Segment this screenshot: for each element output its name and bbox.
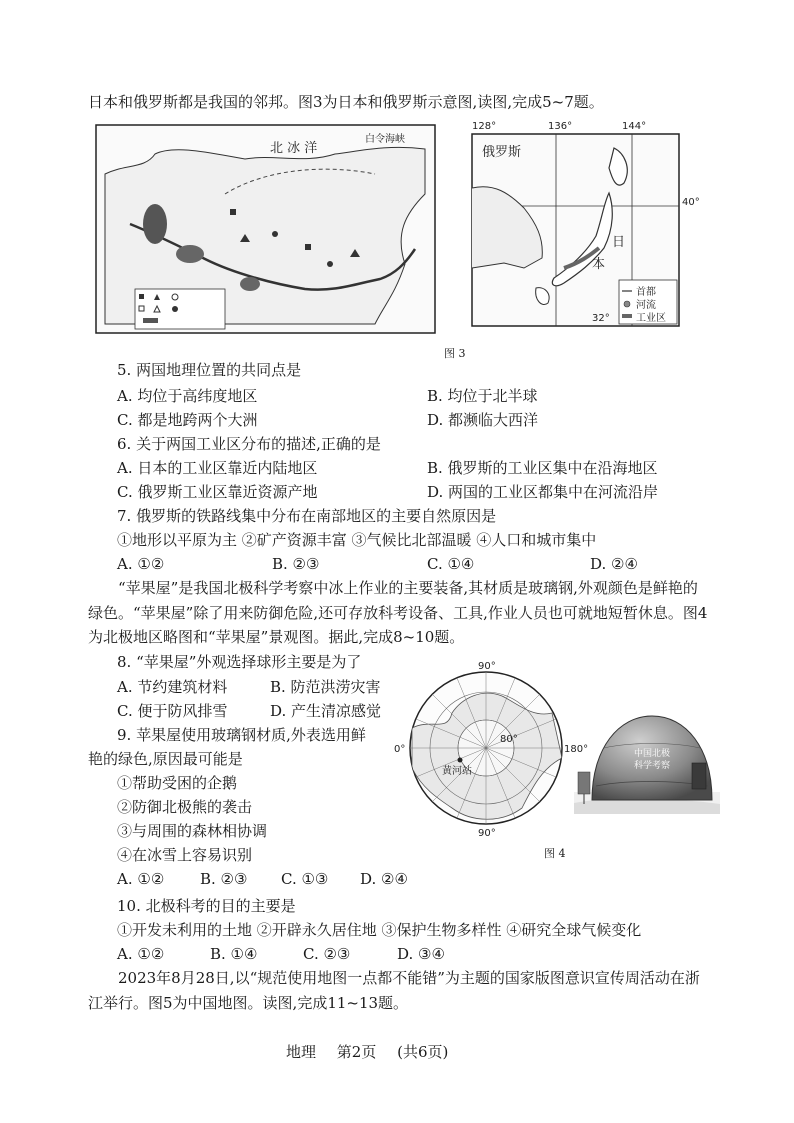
polar-lon-90-top: 90° [478,661,496,672]
apple-house-text-1: 中国北极 [633,749,671,759]
russia-label: 俄罗斯 [482,145,522,160]
q9-item-3: ③与周围的森林相协调 [117,822,268,840]
q8-option-c[interactable]: C. 便于防风排雪 [117,702,228,720]
q7-option-b[interactable]: B. ②③ [272,555,320,573]
russia-map [95,124,436,334]
legend-capital: 首都 [636,287,656,298]
q10-option-b[interactable]: B. ①④ [210,945,258,963]
q8-option-d[interactable]: D. 产生清凉感觉 [270,702,382,720]
q9-stem-line2: 艳的绿色,原因最可能是 [88,750,243,768]
polar-lon-180: 180° [564,744,589,755]
q7-option-a[interactable]: A. ①② [117,555,165,573]
q6-option-a[interactable]: A. 日本的工业区靠近内陆地区 [117,459,318,477]
intro-text-fig3: 日本和俄罗斯都是我国的邻邦。图3为日本和俄罗斯示意图,读图,完成5~7题。 [88,93,604,111]
legend-industrial: 工业区 [636,313,666,324]
legend-river: 河流 [636,300,656,311]
footer-page: 第2页 [336,1043,377,1061]
arctic-polar-map [392,658,592,838]
q9-item-1: ①帮助受困的企鹅 [117,774,238,792]
q9-item-4: ④在冰雪上容易识别 [117,846,253,864]
intro-text-fig5: 2023年8月28日,以“规范使用地图一点都不能错”为主题的国家版图意识宣传周活动在浙江举行。图5为中国地图。读图,完成11~13题。 [88,969,700,1012]
q10-option-c[interactable]: C. ②③ [303,945,351,963]
q5-stem: 5. 两国地理位置的共同点是 [117,361,302,379]
q7-option-c[interactable]: C. ①④ [427,555,475,573]
q10-option-d[interactable]: D. ③④ [397,945,445,963]
q9-option-b[interactable]: B. ②③ [200,870,248,888]
apple-house-photo [574,708,720,814]
q5-option-c[interactable]: C. 都是地跨两个大洲 [117,411,258,429]
q9-option-c[interactable]: C. ①③ [281,870,329,888]
q9-stem-line1: 9. 苹果屋使用玻璃钢材质,外表选用鲜 [117,726,366,744]
lat-label-40: 40° [682,197,700,208]
q7-option-d[interactable]: D. ②④ [590,555,638,573]
q6-stem: 6. 关于两国工业区分布的描述,正确的是 [117,435,381,453]
intro-text-fig4: “苹果屋”是我国北极科学考察中冰上作业的主要装备,其材质是玻璃钢,外观颜色是鲜艳的绿色。“苹果屋”除了用来防御危险,还可存放科考设备、工具,作业人员也可就地短暂休息。图4为北极地区略图和“苹果屋”景观图。据此,完成8~10题。 [88,579,708,646]
footer-subject: 地理 [286,1043,317,1061]
q5-option-a[interactable]: A. 均位于高纬度地区 [117,387,258,405]
q9-option-a[interactable]: A. ①② [117,870,165,888]
lon-label-128: 128° [472,121,497,132]
lat-label-32: 32° [592,313,610,324]
polar-lon-0: 0° [394,744,406,755]
q5-option-b[interactable]: B. 均位于北半球 [427,387,538,405]
q6-option-c[interactable]: C. 俄罗斯工业区靠近资源产地 [117,483,318,501]
q8-option-b[interactable]: B. 防范洪涝灾害 [270,678,381,696]
footer-total: (共6页) [397,1043,449,1061]
polar-lon-90-bottom: 90° [478,828,496,838]
q7-stem: 7. 俄罗斯的铁路线集中分布在南部地区的主要自然原因是 [117,507,497,525]
arctic-ocean-label: 北 冰 洋 [270,141,318,156]
japan-label-1: 日 [612,235,626,250]
q10-stem: 10. 北极科考的目的主要是 [117,897,296,915]
fig3-caption: 图 3 [444,347,466,360]
q8-option-a[interactable]: A. 节约建筑材料 [117,678,228,696]
japan-map [464,118,711,334]
q10-option-a[interactable]: A. ①② [117,945,165,963]
bering-strait-label: 白令海峡 [365,134,405,145]
q8-stem: 8. “苹果屋”外观选择球形主要是为了 [117,653,362,671]
lon-label-144: 144° [622,121,647,132]
q9-option-d[interactable]: D. ②④ [360,870,408,888]
lon-label-136: 136° [548,121,573,132]
q6-option-b[interactable]: B. 俄罗斯的工业区集中在沿海地区 [427,459,658,477]
yellow-river-station-marker [458,758,463,763]
polar-lat-80: 80° [500,734,518,745]
page-footer [286,1041,464,1062]
q6-option-d[interactable]: D. 两国的工业区都集中在河流沿岸 [427,483,659,501]
q7-items: ①地形以平原为主 ②矿产资源丰富 ③气候比北部温暖 ④人口和城市集中 [117,531,597,549]
apple-house-text-2: 科学考察 [633,761,671,771]
fig4-caption: 图 4 [544,847,566,860]
q10-items: ①开发未利用的土地 ②开辟永久居住地 ③保护生物多样性 ④研究全球气候变化 [117,921,642,939]
q9-item-2: ②防御北极熊的袭击 [117,798,253,816]
japan-label-2: 本 [592,257,606,272]
yellow-river-station-label: 黄河站 [442,766,472,777]
q5-option-d[interactable]: D. 都濒临大西洋 [427,411,539,429]
